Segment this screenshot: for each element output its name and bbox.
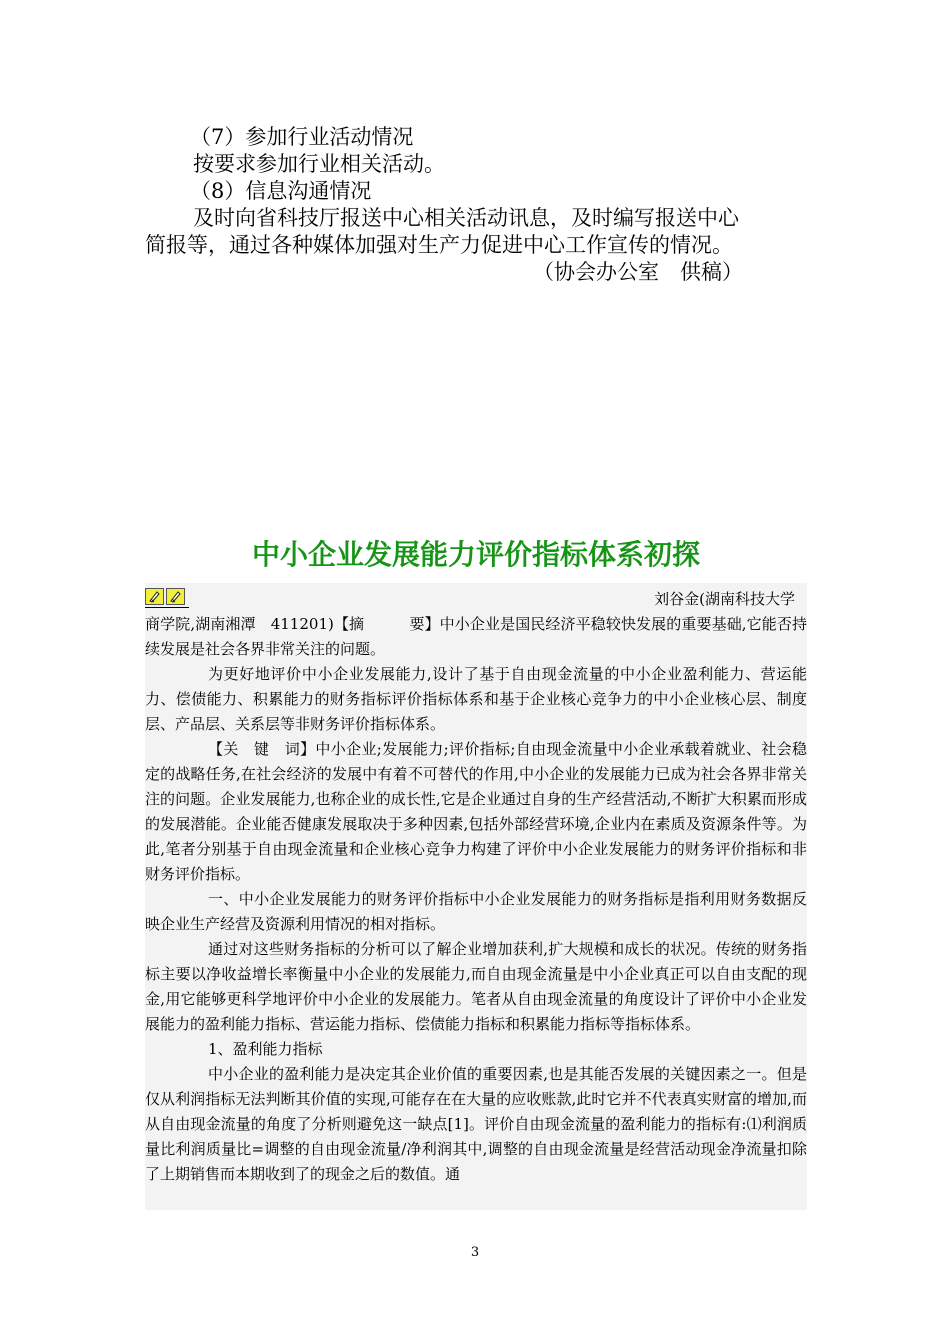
page-number: 3 xyxy=(470,1245,480,1260)
section-text-7: 按要求参加行业相关活动。 xyxy=(193,152,445,176)
article-box xyxy=(145,583,807,1210)
body-paragraph: 中小企业的盈利能力是决定其企业价值的重要因素,也是其能否发展的关键因素之一。但是仅从利润指标无法判断其价值的实现,可能存在在大量的应收账款,此时它并不代表真实财富的增加,而从自由现金流量的角度了分析则避免这一缺点[1]。评价自由现金流量的盈利能力的指标有:⑴利润质量比利润质量比=调整的自由现金流量/净利润其中,调整的自由现金流量是经营活动现金净流量扣除了上期销售而本期收到了的现金之后的数值。通 xyxy=(145,1065,807,1183)
section-heading-8: （8）信息沟通情况 xyxy=(190,179,372,203)
subheading: 1、盈利能力指标 xyxy=(208,1040,323,1058)
section-text-8-line2: 简报等，通过各种媒体加强对生产力促进中心工作宣传的情况。 xyxy=(145,233,733,257)
author-line: 刘谷金(湖南科技大学 xyxy=(654,590,795,608)
abstract-paragraph: 商学院,湖南湘潭 411201)【摘 要】中小企业是国民经济平稳较快发展的重要基础,它能否持续发展是社会各界非常关注的问题。 xyxy=(145,615,807,658)
top-section xyxy=(145,124,815,286)
body-paragraph: 为更好地评价中小企业发展能力,设计了基于自由现金流量的中小企业盈利能力、营运能力、偿债能力、积累能力的财务指标评价指标体系和基于企业核心竞争力的中小企业核心层、制度层、产品层、关系层等非财务评价指标体系。 xyxy=(145,665,807,733)
section-heading-7: （7）参加行业活动情况 xyxy=(190,125,414,149)
keywords-paragraph: 【关 键 词】中小企业;发展能力;评价指标;自由现金流量中小企业承载着就业、社会稳定的战略任务,在社会经济的发展中有着不可替代的作用,中小企业的发展能力已成为社会各界非常关注的问题。企业发展能力,也称企业的成长性,它是企业通过自身的生产经营活动,不断扩大积累而形成的发展潜能。企业能否健康发展取决于多种因素,包括外部经营环境,企业内在素质及资源条件等。为此,笔者分别基于自由现金流量和企业核心竞争力构建了评价中小企业发展能力的财务评价指标和非财务评价指标。 xyxy=(145,740,807,883)
credit-line: （协会办公室 供稿） xyxy=(533,260,743,284)
article-title: 中小企业发展能力评价指标体系初探 xyxy=(251,538,700,571)
body-paragraph: 一、中小企业发展能力的财务评价指标中小企业发展能力的财务指标是指利用财务数据反映企业生产经营及资源利用情况的相对指标。 xyxy=(145,890,807,933)
section-text-8-line1: 及时向省科技厅报送中心相关活动讯息，及时编写报送中心 xyxy=(193,206,739,230)
article-body xyxy=(145,587,807,1187)
body-paragraph: 通过对这些财务指标的分析可以了解企业增加获利,扩大规模和成长的状况。传统的财务指标主要以净收益增长率衡量中小企业的发展能力,而自由现金流量是中小企业真正可以自由支配的现金,用它能够更科学地评价中小企业的发展能力。笔者从自由现金流量的角度设计了评价中小企业发展能力的盈利能力指标、营运能力指标、偿债能力指标和积累能力指标等指标体系。 xyxy=(145,940,807,1033)
